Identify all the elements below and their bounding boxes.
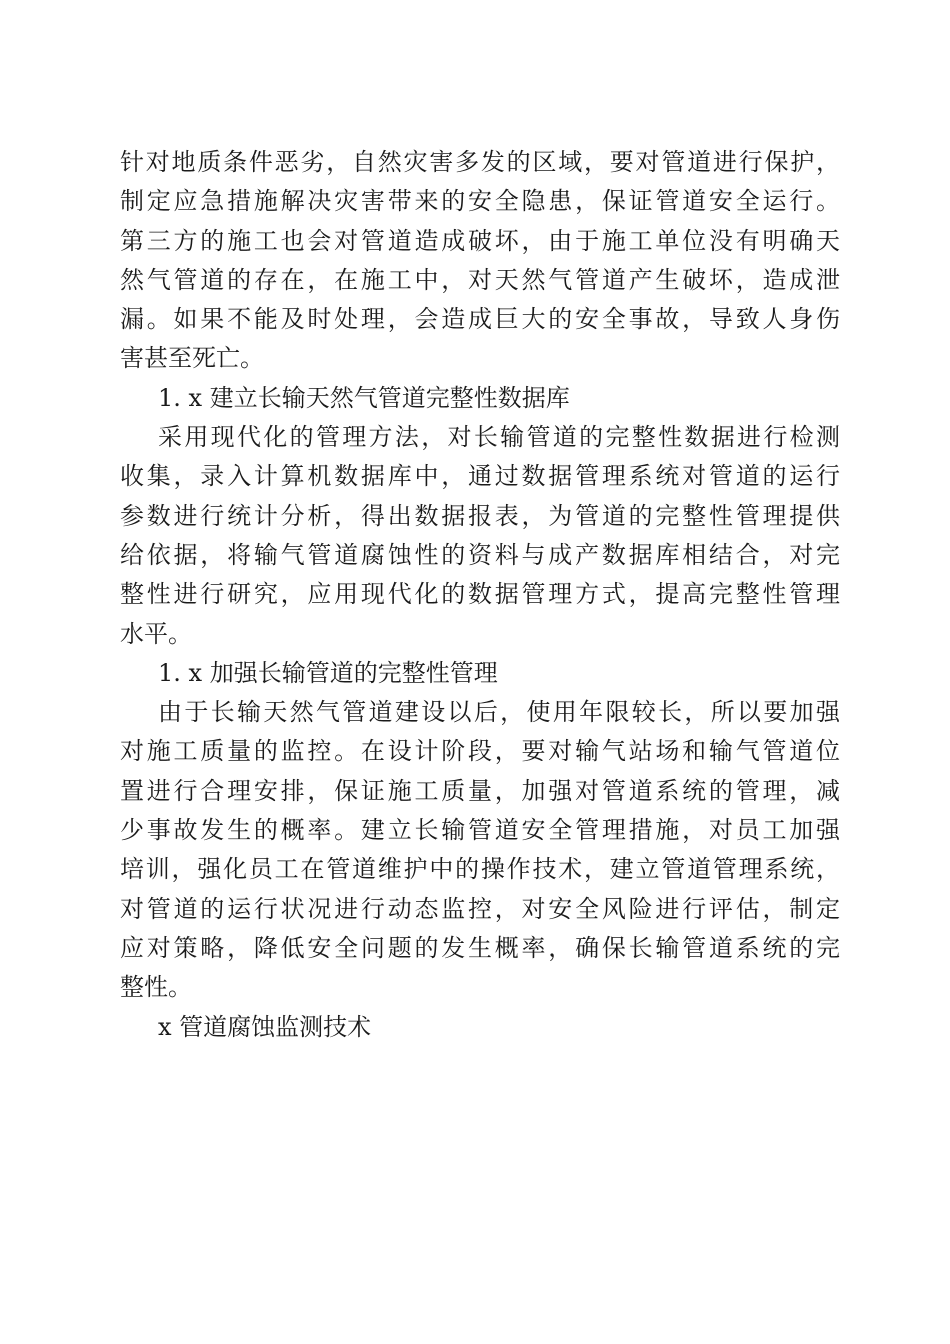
text-line: 置进行合理安排，保证施工质量，加强对管道系统的管理，减: [120, 776, 840, 805]
text-line: 水平。: [120, 619, 192, 648]
text-line: 针对地质条件恶劣，自然灾害多发的区域，要对管道进行保护，: [120, 148, 840, 176]
text-line: 采用现代化的管理方法，对长输管道的完整性数据进行检测: [158, 423, 840, 452]
text-line: 给依据，将输气管道腐蚀性的资料与成产数据库相结合，对完: [120, 540, 840, 569]
text-line: 对管道的运行状况进行动态监控，对安全风险进行评估，制定: [120, 894, 840, 923]
text-line: 培训，强化员工在管道维护中的操作技术，建立管道管理系统，: [120, 855, 840, 884]
text-line: 参数进行统计分析，得出数据报表，为管道的完整性管理提供: [120, 501, 840, 530]
text-line: 对施工质量的监控。在设计阶段，要对输气站场和输气管道位: [120, 737, 840, 766]
section-heading-database: 1. x 建立长输天然气管道完整性数据库: [158, 383, 570, 412]
text-line: 应对策略，降低安全问题的发生概率，确保长输管道系统的完: [120, 933, 840, 962]
text-line: 整性进行研究，应用现代化的数据管理方式，提高完整性管理: [120, 580, 840, 609]
text-line: 漏。如果不能及时处理，会造成巨大的安全事故，导致人身伤: [120, 305, 840, 334]
paragraph-natural-hazards: [120, 143, 840, 379]
document-page: [120, 143, 840, 1047]
paragraph-database: [120, 418, 840, 654]
section-heading-corrosion-monitoring: x 管道腐蚀监测技术: [158, 1012, 372, 1041]
text-line: 少事故发生的概率。建立长输管道安全管理措施，对员工加强: [120, 816, 840, 845]
text-line: 制定应急措施解决灾害带来的安全隐患，保证管道安全运行。: [120, 187, 840, 216]
text-line: 由于长输天然气管道建设以后，使用年限较长，所以要加强: [158, 698, 840, 727]
text-line: 害甚至死亡。: [120, 344, 264, 373]
section-heading-integrity-management: 1. x 加强长输管道的完整性管理: [158, 658, 498, 687]
text-line: 收集，录入计算机数据库中，通过数据管理系统对管道的运行: [120, 462, 840, 491]
text-line: 整性。: [120, 973, 192, 1002]
paragraph-integrity-management: [120, 693, 840, 1007]
text-line: 然气管道的存在，在施工中，对天然气管道产生破坏，造成泄: [120, 265, 840, 294]
text-line: 第三方的施工也会对管道造成破坏，由于施工单位没有明确天: [120, 226, 840, 255]
